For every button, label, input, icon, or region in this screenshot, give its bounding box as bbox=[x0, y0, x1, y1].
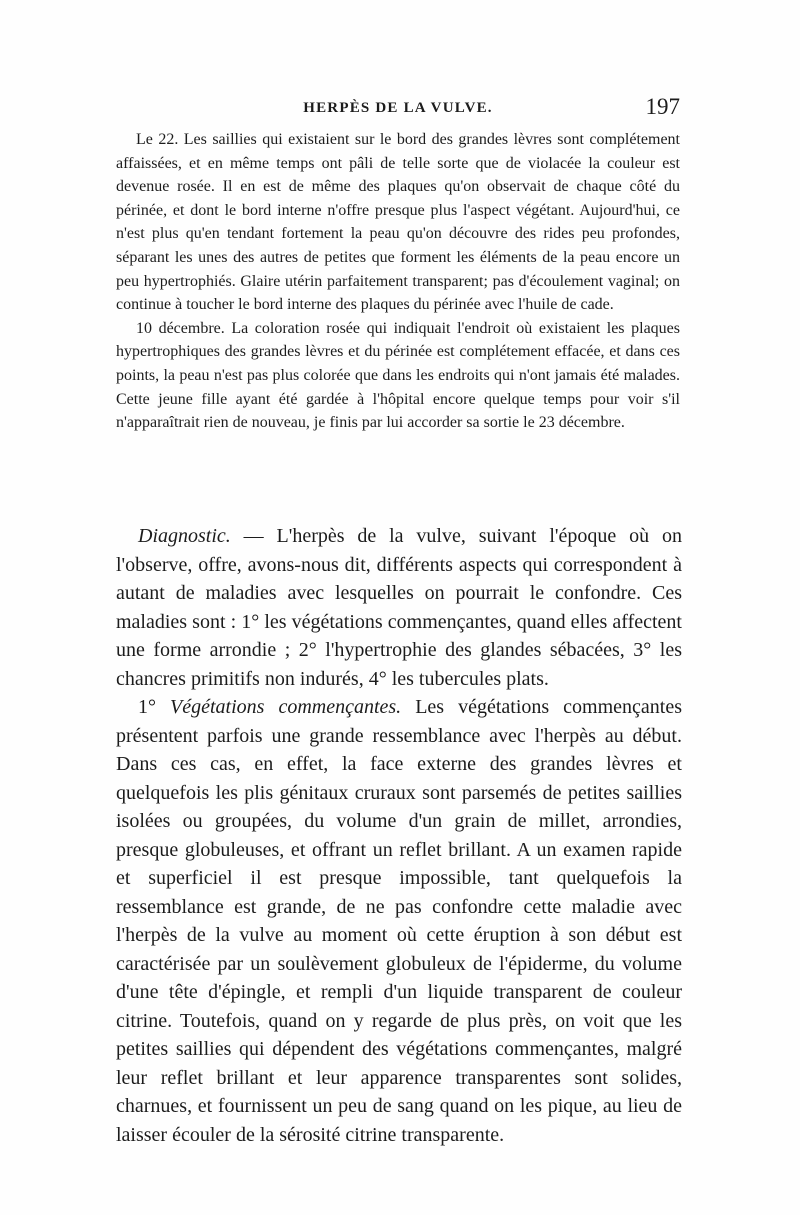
vegetations-number: 1° bbox=[138, 696, 156, 718]
main-text bbox=[116, 522, 682, 1149]
case-notes bbox=[116, 128, 680, 435]
page-number: 197 bbox=[645, 94, 680, 119]
case-note-paragraph: 10 décembre. La coloration rosée qui indiquait l'endroit où existaient les plaques hypertrophiques des grandes lèvres et du périnée est complétement effacée, et dans ces points, la peau n'est pas plus colorée que dans les endroits qui n'ont jamais été malades. Cette jeune fille ayant été gardée à l'hôpital encore quelque temps pour voir s'il n'apparaîtrait rien de nouveau, je finis par lui accorder sa sortie le 23 décembre. bbox=[116, 319, 680, 432]
running-title: HERPÈS DE LA VULVE. bbox=[303, 100, 493, 116]
diagnostic-heading: Diagnostic. bbox=[138, 525, 231, 547]
diagnostic-paragraph bbox=[116, 522, 682, 693]
case-note-paragraph: Le 22. Les saillies qui existaient sur le bord des grandes lèvres sont complétement affaissées, et en même temps ont pâli de telle sorte que de violacée la couleur est devenue rosée. Il en est de même des plaques qu'on observait de chaque côté du périnée, et dont le bord interne n'offre presque plus l'aspect végétant. Aujourd'hui, ce n'est plus qu'en tendant fortement la peau qu'on découvre des rides peu profondes, séparant les unes des autres de petites que forment les éléments de la peau encore un peu hypertrophiés. Glaire utérin parfaitement transparent; pas d'écoulement vaginal; on continue à toucher le bord interne des plaques du périnée avec l'huile de cade. bbox=[116, 131, 680, 314]
vegetations-heading: Végétations commençantes. bbox=[170, 696, 402, 718]
vegetations-text: Les végétations commençantes présentent parfois une grande ressemblance avec l'herpès au début. Dans ces cas, en effet, la face externe des grandes lèvres et quelquefois les plis génitaux cruraux sont parsemés de petites saillies isolées ou groupées, du volume d'un grain de millet, arrondies, presque globuleuses, et offrant un reflet brillant. A un examen rapide et superficiel il est presque impossible, tant quelquefois la ressemblance est grande, de ne pas confondre cette maladie avec l'herpès de la vulve au moment où cette éruption à son début est caractérisée par un soulèvement globuleux de l'épiderme, du volume d'une tête d'épingle, et rempli d'un liquide transparent de couleur citrine. Toutefois, quand on y regarde de plus près, on voit que les petites saillies qui dépendent des végétations commençantes, malgré leur reflet brillant et leur apparence transparentes sont solides, charnues, et fournissent un peu de sang quand on les pique, au lieu de laisser écouler de la sérosité citrine transparente. bbox=[116, 696, 682, 1146]
diagnostic-text: — L'herpès de la vulve, suivant l'époque où on l'observe, offre, avons-nous dit, différents aspects qui correspondent à autant de maladies avec lesquelles on pourrait le confondre. Ces maladies sont : 1° les végétations commençantes, quand elles affectent une forme arrondie ; 2° l'hypertrophie des glandes sébacées, 3° les chancres primitifs non indurés, 4° les tubercules plats. bbox=[116, 525, 682, 690]
running-head bbox=[116, 96, 680, 122]
vegetations-paragraph bbox=[116, 693, 682, 1149]
